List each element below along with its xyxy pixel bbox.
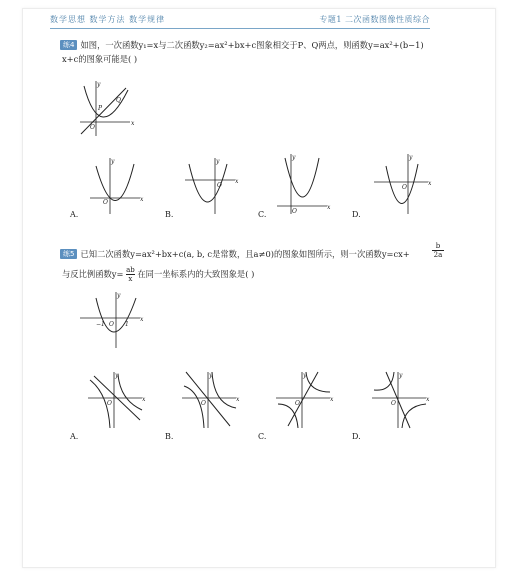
q5-option-a-graph bbox=[86, 370, 146, 430]
svg-text:O: O bbox=[292, 208, 297, 215]
question-5-badge: 练5 bbox=[60, 249, 77, 259]
svg-text:O: O bbox=[201, 400, 206, 407]
question-4-line1: 如图，一次函数y₁=x与二次函数y₂=ax²+bx+c图象相交于P、Q两点，则函数y=ax²+(b−1) bbox=[80, 40, 424, 50]
q4-option-b[interactable]: B. bbox=[165, 210, 174, 219]
svg-text:y: y bbox=[115, 372, 119, 379]
question-5-figure bbox=[78, 290, 148, 350]
svg-text:O: O bbox=[107, 400, 112, 407]
svg-text:x: x bbox=[330, 396, 334, 403]
fraction-denominator: 2a bbox=[433, 251, 443, 259]
origin-label: O bbox=[90, 124, 95, 131]
point-p-label: P bbox=[98, 105, 103, 112]
question-4-text bbox=[60, 39, 480, 52]
svg-text:x: x bbox=[236, 396, 240, 403]
svg-text:y: y bbox=[409, 154, 413, 161]
svg-text:y: y bbox=[209, 372, 213, 379]
question-5-text bbox=[60, 248, 480, 261]
svg-text:x: x bbox=[142, 396, 146, 403]
question-5-line2-post: 在同一坐标系内的大致图象是( ) bbox=[137, 269, 255, 279]
svg-text:O: O bbox=[402, 184, 407, 191]
fraction-numerator: b bbox=[435, 242, 441, 250]
question-5-line2-pre: 与反比例函数y= bbox=[62, 269, 124, 279]
fraction-b-over-2a bbox=[432, 242, 444, 259]
q5-option-c[interactable]: C. bbox=[258, 432, 267, 441]
svg-text:−1: −1 bbox=[96, 321, 105, 328]
svg-text:x: x bbox=[140, 316, 144, 323]
q4-option-b-graph bbox=[183, 156, 238, 216]
svg-text:y: y bbox=[117, 292, 121, 299]
header-left-text: 数学思想 数学方法 数学规律 bbox=[50, 15, 166, 24]
svg-text:1: 1 bbox=[125, 321, 129, 328]
q5-option-b[interactable]: B. bbox=[165, 432, 174, 441]
q5-option-a[interactable]: A. bbox=[70, 432, 79, 441]
q4-option-c[interactable]: C. bbox=[258, 210, 267, 219]
header-rule bbox=[50, 28, 430, 29]
svg-text:O: O bbox=[391, 400, 396, 407]
svg-text:x: x bbox=[235, 178, 239, 185]
question-4-badge: 练4 bbox=[60, 40, 77, 50]
question-5-line2 bbox=[62, 266, 254, 283]
svg-text:O: O bbox=[103, 199, 108, 206]
parabola-y2 bbox=[84, 86, 128, 117]
svg-text:y: y bbox=[292, 154, 296, 161]
question-5-line1: 已知二次函数y=ax²+bx+c(a, b, c是常数，且a≠0)的图象如图所示，则一次函数y=cx+ bbox=[80, 249, 410, 259]
question-4-line2: x+c的图象可能是( ) bbox=[62, 54, 138, 64]
x-label: x bbox=[131, 120, 135, 127]
q4-option-c-graph bbox=[275, 152, 330, 216]
svg-text:O: O bbox=[109, 321, 114, 328]
page-header bbox=[50, 14, 430, 28]
svg-text:O: O bbox=[295, 400, 300, 407]
point-q-label: Q bbox=[116, 97, 121, 104]
q4-option-d[interactable]: D. bbox=[352, 210, 361, 219]
svg-text:x: x bbox=[327, 204, 331, 211]
q4-option-d-graph bbox=[372, 152, 432, 216]
svg-text:x: x bbox=[426, 396, 430, 403]
line-y1 bbox=[81, 88, 126, 134]
svg-text:y: y bbox=[399, 372, 403, 379]
q4-option-a[interactable]: A. bbox=[70, 210, 79, 219]
svg-text:y: y bbox=[111, 158, 115, 165]
q5-option-b-graph bbox=[180, 370, 240, 430]
svg-text:y: y bbox=[216, 158, 220, 165]
q4-option-a-graph bbox=[88, 156, 143, 216]
header-right-text: 专题1 二次函数图像性质综合 bbox=[319, 15, 430, 24]
svg-text:O: O bbox=[217, 182, 222, 189]
svg-text:x: x bbox=[140, 196, 144, 203]
q5-option-c-graph bbox=[274, 370, 334, 430]
y-label: y bbox=[97, 81, 101, 88]
svg-text:y: y bbox=[303, 372, 307, 379]
q5-option-d-graph bbox=[370, 370, 430, 430]
question-4-figure bbox=[78, 78, 138, 138]
q5-option-d[interactable]: D. bbox=[352, 432, 361, 441]
fraction-ab-over-x: $\frac{ab}{x}$ bbox=[126, 266, 135, 283]
svg-text:x: x bbox=[428, 180, 432, 187]
